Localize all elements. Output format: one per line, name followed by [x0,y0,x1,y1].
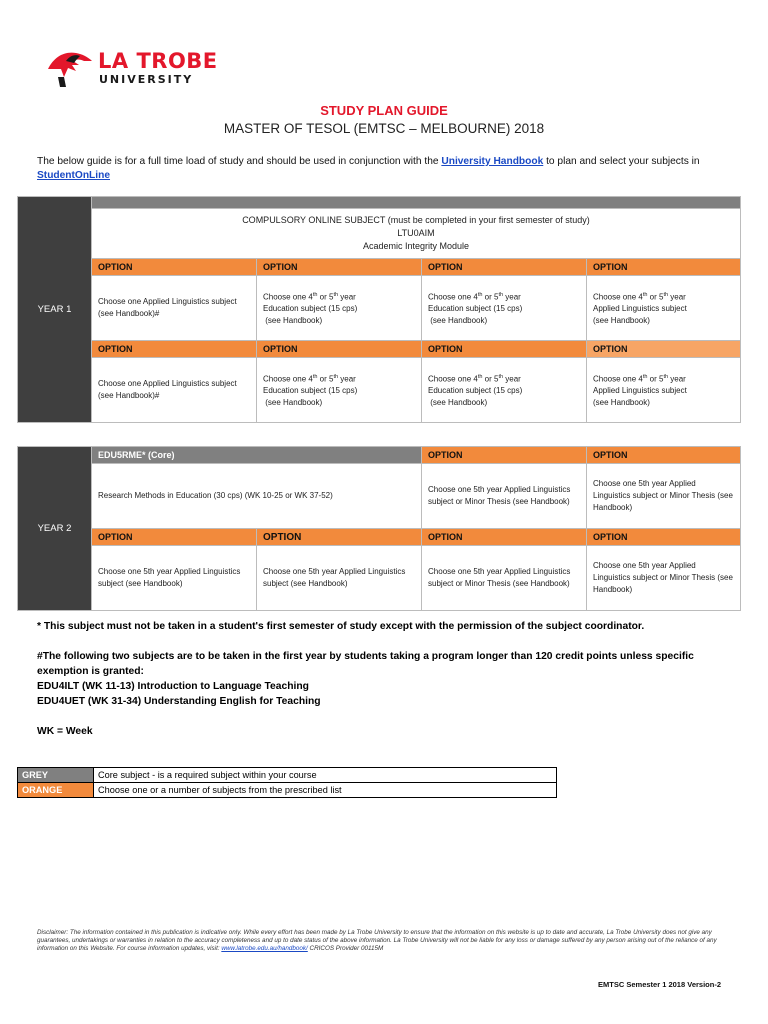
logo-sub-text: UNIVERSITY [99,73,194,86]
subject-text: (see Handbook) [430,316,488,326]
subject-cell [257,358,422,423]
year1-label: YEAR 1 [18,197,92,423]
legend-grey-label: GREY [18,768,94,783]
superscript: th [663,291,669,298]
subject-text: Choose one 4 [263,292,313,302]
eagle-icon [46,47,94,89]
research-methods-cell: Research Methods in Education (30 cps) (WK 10-25 or WK 37-52) [92,464,422,529]
handbook-url-link[interactable]: www.latrobe.edu.au/handbook/ [221,945,308,952]
subject-cell [92,358,257,423]
superscript: th [312,373,318,380]
year2-label: YEAR 2 [18,447,92,611]
subject-cell: Choose one 5th year Applied Linguistics subject (see Handbook) [92,546,257,611]
subject-text: or 5 [647,292,664,302]
subject-cell [422,276,587,341]
edu4uet-note: EDU4UET (WK 31-34) Understanding English for Teaching [37,696,321,707]
intro-paragraph [37,155,737,183]
year1-header-bar [92,197,741,209]
option-header: OPTION [422,447,587,464]
subject-text: Applied Linguistics subject [593,386,687,396]
option-header: OPTION [257,529,422,546]
compulsory-code: LTU0AIM [397,228,435,238]
option-header: OPTION [422,341,587,358]
subject-text: Education subject (15 cps) [428,304,523,314]
subject-text: Education subject (15 cps) [263,304,358,314]
option-header: OPTION [422,259,587,276]
subject-cell: Choose one 5th year Applied Linguistics subject or Minor Thesis (see Handbook) [422,546,587,611]
colour-legend [17,767,557,798]
option-header: OPTION [587,529,741,546]
page-title: STUDY PLAN GUIDE [320,103,448,118]
option-header: OPTION [92,529,257,546]
disclaimer-after: CRICOS Provider 00115M [307,945,384,952]
superscript: th [477,373,483,380]
studentonline-link[interactable]: StudentOnLine [37,170,111,181]
subject-text: year [338,374,356,384]
subject-cell: Choose one 5th year Applied Linguistics subject or Minor Thesis (see Handbook) [422,464,587,529]
subject-cell [587,276,741,341]
superscript: th [498,373,504,380]
subject-text: or 5 [647,374,664,384]
subject-text: Choose one Applied Linguistics subject (see Handbook)# [98,379,237,400]
superscript: th [312,291,318,298]
subject-text: Choose one 4 [428,374,478,384]
superscript: th [498,291,504,298]
subject-text: Choose one 4 [263,374,313,384]
year1-table [17,196,741,423]
subject-cell [587,358,741,423]
year2-table [17,446,741,611]
subject-text: year [338,292,356,302]
legend-grey-desc: Core subject - is a required subject within your course [94,768,557,783]
core-subject-header: EDU5RME* (Core) [92,447,422,464]
subject-text: year [668,374,686,384]
star-note: * This subject must not be taken in a student's first semester of study except with the permission of the subject coordinator. [37,621,645,632]
subject-text: year [503,374,521,384]
university-handbook-link[interactable]: University Handbook [441,156,544,167]
option-header: OPTION [422,529,587,546]
subject-text: Choose one 4 [428,292,478,302]
edu4ilt-note: EDU4ILT (WK 11-13) Introduction to Language Teaching [37,681,309,692]
subject-text: or 5 [317,374,334,384]
superscript: th [477,291,483,298]
subject-text: year [503,292,521,302]
document-version: EMTSC Semester 1 2018 Version-2 [598,980,721,989]
legend-orange-label: ORANGE [18,783,94,798]
option-header: OPTION [587,259,741,276]
superscript: th [333,373,339,380]
intro-text-1: The below guide is for a full time load of study and should be used in conjunction with the [37,156,442,167]
hash-note: #The following two subjects are to be taken in the first year by students taking a program longer than 120 credit points unless specific exemption is granted: [37,651,694,677]
compulsory-subject [92,209,741,259]
subject-text: (see Handbook) [593,316,650,326]
option-header: OPTION [92,259,257,276]
subject-text: (see Handbook) [430,398,488,408]
subject-cell [422,358,587,423]
superscript: th [642,291,648,298]
superscript: th [642,373,648,380]
subject-text: Education subject (15 cps) [263,386,358,396]
disclaimer-text: Disclaimer: The information contained in this publication is indicative only. While every effort has been made by La Trobe University to ensure that the information on this website is up to date and accurate, La Trobe University does not give any guarantees, undertakings or warranties in relation to the accuracy completeness and up to date status of the above information. La Trobe University will not be liable for any loss or damage suffered by any person arising out of the reliance of any information on this Website. For course information updates, visit: [37,929,717,952]
option-header: OPTION [257,341,422,358]
subject-text: Choose one 4 [593,292,643,302]
compulsory-title: COMPULSORY ONLINE SUBJECT (must be completed in your first semester of study) [242,215,590,225]
subject-cell: Choose one 5th year Applied Linguistics subject or Minor Thesis (see Handbook) [587,546,741,611]
subject-cell: Choose one 5th year Applied Linguistics subject (see Handbook) [257,546,422,611]
option-header: OPTION [257,259,422,276]
subject-text: (see Handbook) [265,316,323,326]
intro-text-2: to plan and select your subjects in [543,156,700,167]
subject-cell [92,276,257,341]
logo-main-text: LA TROBE [98,49,218,73]
wk-note: WK = Week [37,726,93,737]
subject-text: year [668,292,686,302]
subject-text: or 5 [482,374,499,384]
option-header: OPTION [587,447,741,464]
notes-section [37,619,737,739]
option-header: OPTION [587,341,741,358]
subject-text: (see Handbook) [265,398,323,408]
subject-text: Applied Linguistics subject [593,304,687,314]
superscript: th [333,291,339,298]
page-subtitle: MASTER OF TESOL (EMTSC – MELBOURNE) 2018 [223,121,545,136]
subject-text: or 5 [317,292,334,302]
legend-orange-desc: Choose one or a number of subjects from the prescribed list [94,783,557,798]
compulsory-name: Academic Integrity Module [362,241,470,251]
subject-text: Choose one 4 [593,374,643,384]
subject-text: (see Handbook) [593,398,650,408]
subject-cell [257,276,422,341]
disclaimer [37,929,727,953]
subject-text: or 5 [482,292,499,302]
university-logo [46,47,226,89]
option-header: OPTION [92,341,257,358]
subject-cell: Choose one 5th year Applied Linguistics subject or Minor Thesis (see Handbook) [587,464,741,529]
subject-text: Choose one Applied Linguistics subject (see Handbook)# [98,297,237,318]
subject-text: Education subject (15 cps) [428,386,523,396]
superscript: th [663,373,669,380]
